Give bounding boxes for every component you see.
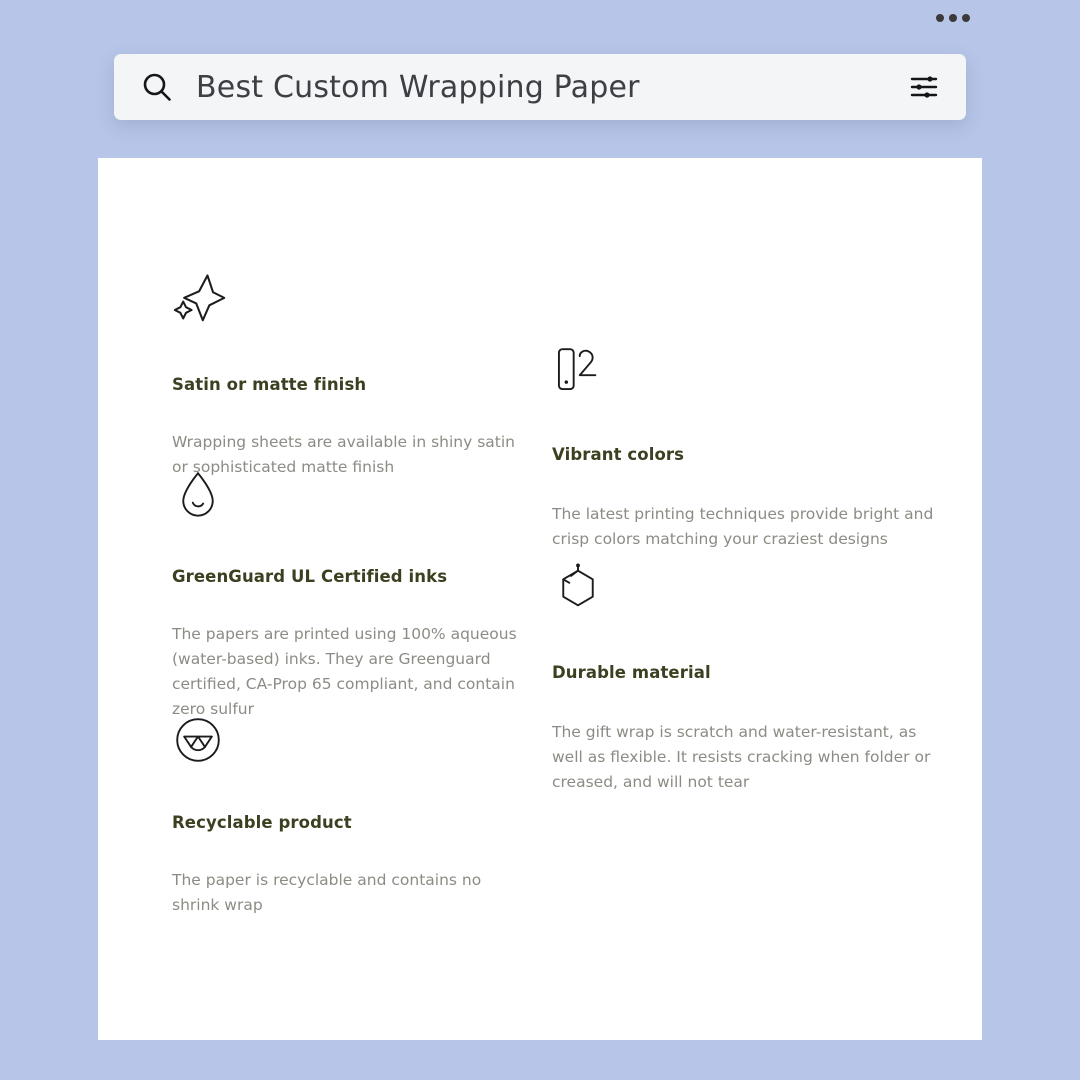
recycle-circle-icon xyxy=(172,714,572,771)
feature-satin-or-matte-finish xyxy=(172,268,572,480)
hexagon-molecule-icon xyxy=(552,562,952,619)
content-card xyxy=(98,158,982,1040)
feature-body: The paper is recyclable and contains no shrink wrap xyxy=(172,871,482,914)
search-input[interactable]: Best Custom Wrapping Paper xyxy=(196,69,640,105)
feature-vibrant-colors xyxy=(552,344,952,552)
feature-title: Vibrant colors xyxy=(552,445,685,464)
search-icon[interactable] xyxy=(140,70,174,104)
feature-greenguard-ul-certified-inks xyxy=(172,468,572,722)
feature-body: The papers are printed using 100% aqueous (water-based) inks. They are Greenguard certified, CA-Prop 65 compliant, and contain zero sulfur xyxy=(172,625,517,718)
feature-body: Wrapping sheets are available in shiny satin or sophisticated matte finish xyxy=(172,433,515,476)
feature-title: GreenGuard UL Certified inks xyxy=(172,567,448,586)
more-options-button[interactable] xyxy=(936,14,970,22)
search-bar[interactable] xyxy=(114,54,966,120)
feature-body: The gift wrap is scratch and water-resistant, as well as flexible. It resists cracking when folder or creased, and will not tear xyxy=(552,723,931,791)
feature-body: The latest printing techniques provide bright and crisp colors matching your craziest designs xyxy=(552,505,934,548)
feature-recyclable-product xyxy=(172,714,572,918)
more-options-dot xyxy=(962,14,970,22)
feature-columns xyxy=(98,158,982,1040)
feature-title: Durable material xyxy=(552,663,711,682)
feature-durable-material xyxy=(552,562,952,795)
feature-title: Recyclable product xyxy=(172,813,352,832)
water-drop-icon xyxy=(172,468,572,525)
more-options-dot xyxy=(936,14,944,22)
color-swatch-icon xyxy=(552,344,952,401)
sparkle-icon xyxy=(172,268,572,329)
feature-title: Satin or matte finish xyxy=(172,375,367,394)
more-options-dot xyxy=(949,14,957,22)
filter-sliders-icon[interactable] xyxy=(908,71,940,103)
